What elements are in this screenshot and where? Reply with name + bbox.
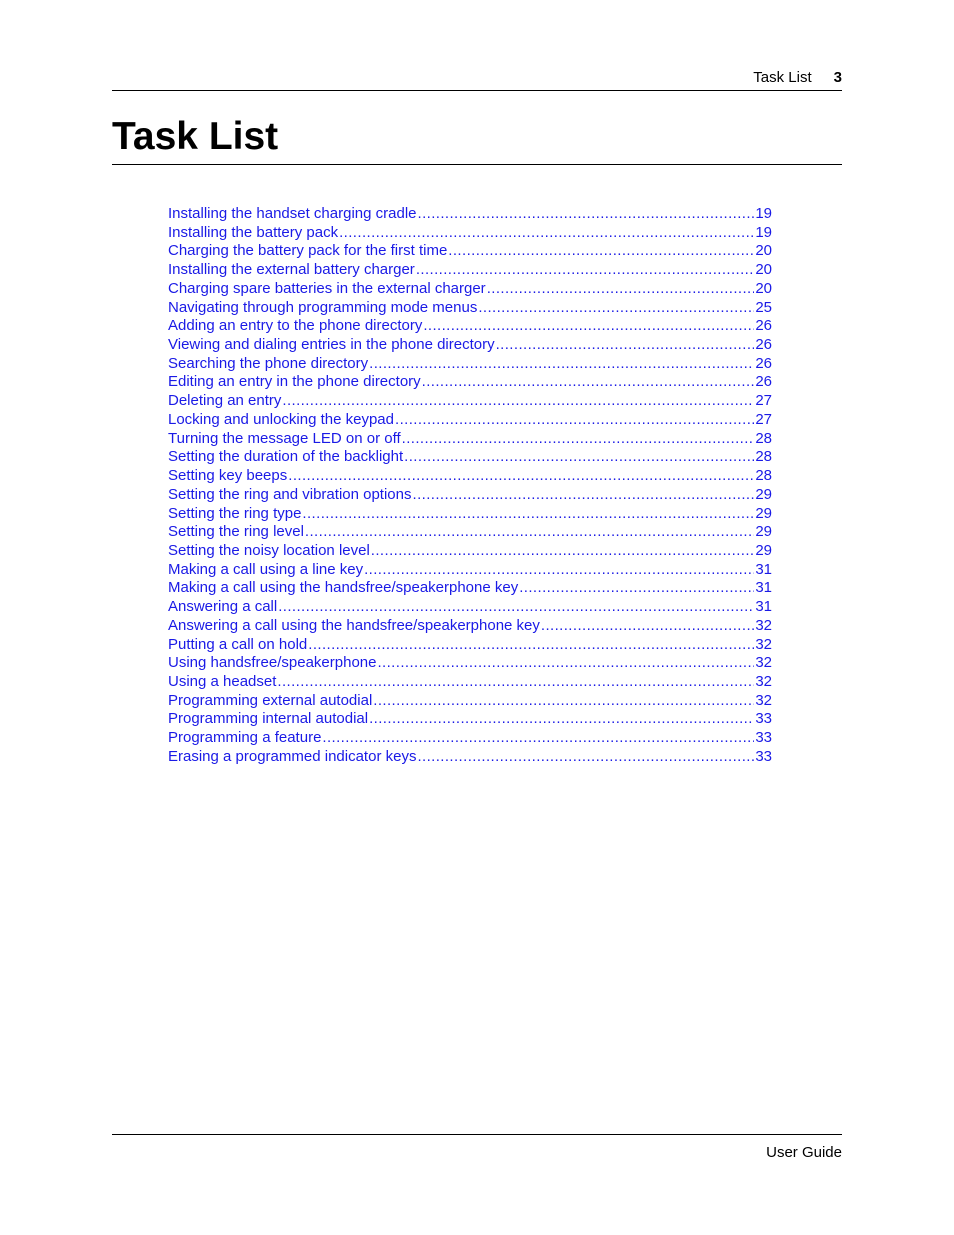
toc-entry-page-number: 28	[755, 467, 772, 485]
toc-entry[interactable]	[168, 598, 772, 617]
toc-entry-label: Programming external autodial	[168, 691, 373, 709]
toc-entry-page-number: 25	[755, 298, 772, 316]
toc-entry[interactable]	[168, 317, 772, 336]
footer-text: User Guide	[766, 1144, 842, 1161]
toc-entry[interactable]	[168, 617, 772, 636]
toc-entry-label: Setting the duration of the backlight	[168, 448, 404, 466]
toc-dot-leader	[404, 448, 754, 467]
toc-dot-leader	[369, 710, 754, 729]
toc-dot-leader	[519, 579, 754, 598]
toc-entry-page-number: 31	[755, 598, 772, 616]
toc-entry-label: Charging spare batteries in the external charger	[168, 279, 486, 297]
toc-entry[interactable]	[168, 205, 772, 224]
toc-entry-label: Turning the message LED on or off	[168, 429, 401, 447]
toc-dot-leader	[395, 411, 754, 430]
toc-entry[interactable]	[168, 299, 772, 318]
toc-entry-label: Making a call using the handsfree/speakerphone key	[168, 579, 519, 597]
toc-entry-label: Editing an entry in the phone directory	[168, 373, 421, 391]
toc-entry-label: Programming internal autodial	[168, 710, 369, 728]
toc-entry-label: Searching the phone directory	[168, 354, 369, 372]
toc-entry[interactable]	[168, 636, 772, 655]
toc-entry[interactable]	[168, 261, 772, 280]
toc-entry-page-number: 32	[755, 654, 772, 672]
toc-entry-page-number: 20	[755, 242, 772, 260]
toc-entry[interactable]	[168, 242, 772, 261]
toc-entry-label: Setting key beeps	[168, 467, 288, 485]
toc-entry[interactable]	[168, 224, 772, 243]
toc-entry-page-number: 33	[755, 747, 772, 765]
toc-dot-leader	[339, 224, 754, 243]
toc-entry[interactable]	[168, 411, 772, 430]
toc-entry-page-number: 19	[755, 223, 772, 241]
toc-entry[interactable]	[168, 486, 772, 505]
toc-entry[interactable]	[168, 280, 772, 299]
toc-dot-leader	[417, 748, 754, 767]
toc-dot-leader	[402, 430, 755, 449]
toc-dot-leader	[282, 392, 754, 411]
toc-dot-leader	[418, 205, 755, 224]
toc-entry[interactable]	[168, 542, 772, 561]
toc-entry[interactable]	[168, 430, 772, 449]
toc-entry-page-number: 28	[755, 448, 772, 466]
toc-dot-leader	[496, 336, 755, 355]
toc-entry-page-number: 29	[755, 523, 772, 541]
toc-dot-leader	[478, 299, 754, 318]
toc-entry-page-number: 32	[755, 616, 772, 634]
toc-entry-label: Navigating through programming mode menus	[168, 298, 478, 316]
toc-entry-label: Programming a feature	[168, 729, 322, 747]
toc-dot-leader	[305, 523, 754, 542]
toc-entry-page-number: 32	[755, 672, 772, 690]
page-title: Task List	[112, 115, 279, 158]
header-section-title: Task List	[753, 69, 812, 86]
toc-dot-leader	[416, 261, 755, 280]
toc-entry[interactable]	[168, 448, 772, 467]
toc-entry-label: Answering a call	[168, 598, 278, 616]
toc-entry[interactable]	[168, 523, 772, 542]
toc-entry-page-number: 20	[755, 279, 772, 297]
toc-entry-page-number: 29	[755, 504, 772, 522]
toc-entry-label: Locking and unlocking the keypad	[168, 410, 394, 428]
toc-entry[interactable]	[168, 710, 772, 729]
toc-dot-leader	[422, 373, 755, 392]
toc-entry[interactable]	[168, 579, 772, 598]
toc-entry-label: Setting the noisy location level	[168, 541, 370, 559]
toc-entry-label: Answering a call using the handsfree/speakerphone key	[168, 616, 540, 634]
toc-entry-label: Putting a call on hold	[168, 635, 308, 653]
toc-entry-page-number: 29	[755, 541, 772, 559]
toc-entry-page-number: 26	[755, 373, 772, 391]
toc-dot-leader	[377, 654, 754, 673]
toc-dot-leader	[369, 355, 754, 374]
toc-dot-leader	[322, 729, 754, 748]
footer-divider	[112, 1134, 842, 1135]
toc-entry-label: Deleting an entry	[168, 392, 282, 410]
toc-entry[interactable]	[168, 373, 772, 392]
toc-dot-leader	[302, 505, 754, 524]
toc-dot-leader	[288, 467, 754, 486]
toc-entry-label: Setting the ring type	[168, 504, 302, 522]
toc-dot-leader	[413, 486, 755, 505]
toc-entry-page-number: 28	[755, 429, 772, 447]
toc-dot-leader	[423, 317, 754, 336]
toc-entry[interactable]	[168, 505, 772, 524]
toc-entry[interactable]	[168, 467, 772, 486]
toc-entry-label: Using handsfree/speakerphone	[168, 654, 377, 672]
toc-entry-page-number: 20	[755, 261, 772, 279]
toc-entry-label: Viewing and dialing entries in the phone directory	[168, 336, 495, 354]
toc-dot-leader	[541, 617, 754, 636]
toc-entry[interactable]	[168, 392, 772, 411]
toc-entry-page-number: 26	[755, 354, 772, 372]
toc-entry-page-number: 19	[755, 205, 772, 222]
toc-entry-page-number: 32	[755, 691, 772, 709]
toc-entry-page-number: 33	[755, 729, 772, 747]
toc-dot-leader	[308, 636, 754, 655]
toc-entry-label: Charging the battery pack for the first time	[168, 242, 448, 260]
toc-entry[interactable]	[168, 729, 772, 748]
task-list-toc	[168, 205, 772, 767]
toc-entry[interactable]	[168, 336, 772, 355]
toc-entry-label: Installing the external battery charger	[168, 261, 415, 279]
toc-entry-label: Using a headset	[168, 672, 277, 690]
toc-entry-page-number: 32	[755, 635, 772, 653]
toc-entry-label: Adding an entry to the phone directory	[168, 317, 423, 335]
toc-entry-page-number: 29	[755, 485, 772, 503]
running-header	[112, 68, 842, 88]
toc-entry-page-number: 31	[755, 560, 772, 578]
toc-entry-page-number: 27	[755, 410, 772, 428]
toc-entry-label: Setting the ring and vibration options	[168, 485, 412, 503]
toc-dot-leader	[487, 280, 755, 299]
toc-entry[interactable]	[168, 673, 772, 692]
toc-entry-label: Erasing a programmed indicator keys	[168, 747, 417, 765]
toc-entry-label: Installing the handset charging cradle	[168, 205, 417, 222]
toc-entry-label: Making a call using a line key	[168, 560, 364, 578]
toc-entry[interactable]	[168, 561, 772, 580]
toc-entry[interactable]	[168, 654, 772, 673]
toc-dot-leader	[364, 561, 754, 580]
toc-entry[interactable]	[168, 355, 772, 374]
toc-entry-page-number: 26	[755, 317, 772, 335]
toc-entry[interactable]	[168, 692, 772, 711]
header-divider	[112, 90, 842, 91]
toc-dot-leader	[373, 692, 754, 711]
toc-entry-label: Installing the battery pack	[168, 223, 339, 241]
toc-dot-leader	[448, 242, 754, 261]
title-divider	[112, 164, 842, 165]
toc-entry-page-number: 27	[755, 392, 772, 410]
toc-dot-leader	[277, 673, 754, 692]
toc-dot-leader	[371, 542, 755, 561]
toc-entry-page-number: 26	[755, 336, 772, 354]
header-page-number: 3	[833, 69, 842, 86]
toc-entry[interactable]	[168, 748, 772, 767]
toc-dot-leader	[278, 598, 754, 617]
toc-entry-label: Setting the ring level	[168, 523, 304, 541]
toc-entry-page-number: 33	[755, 710, 772, 728]
toc-entry-page-number: 31	[755, 579, 772, 597]
